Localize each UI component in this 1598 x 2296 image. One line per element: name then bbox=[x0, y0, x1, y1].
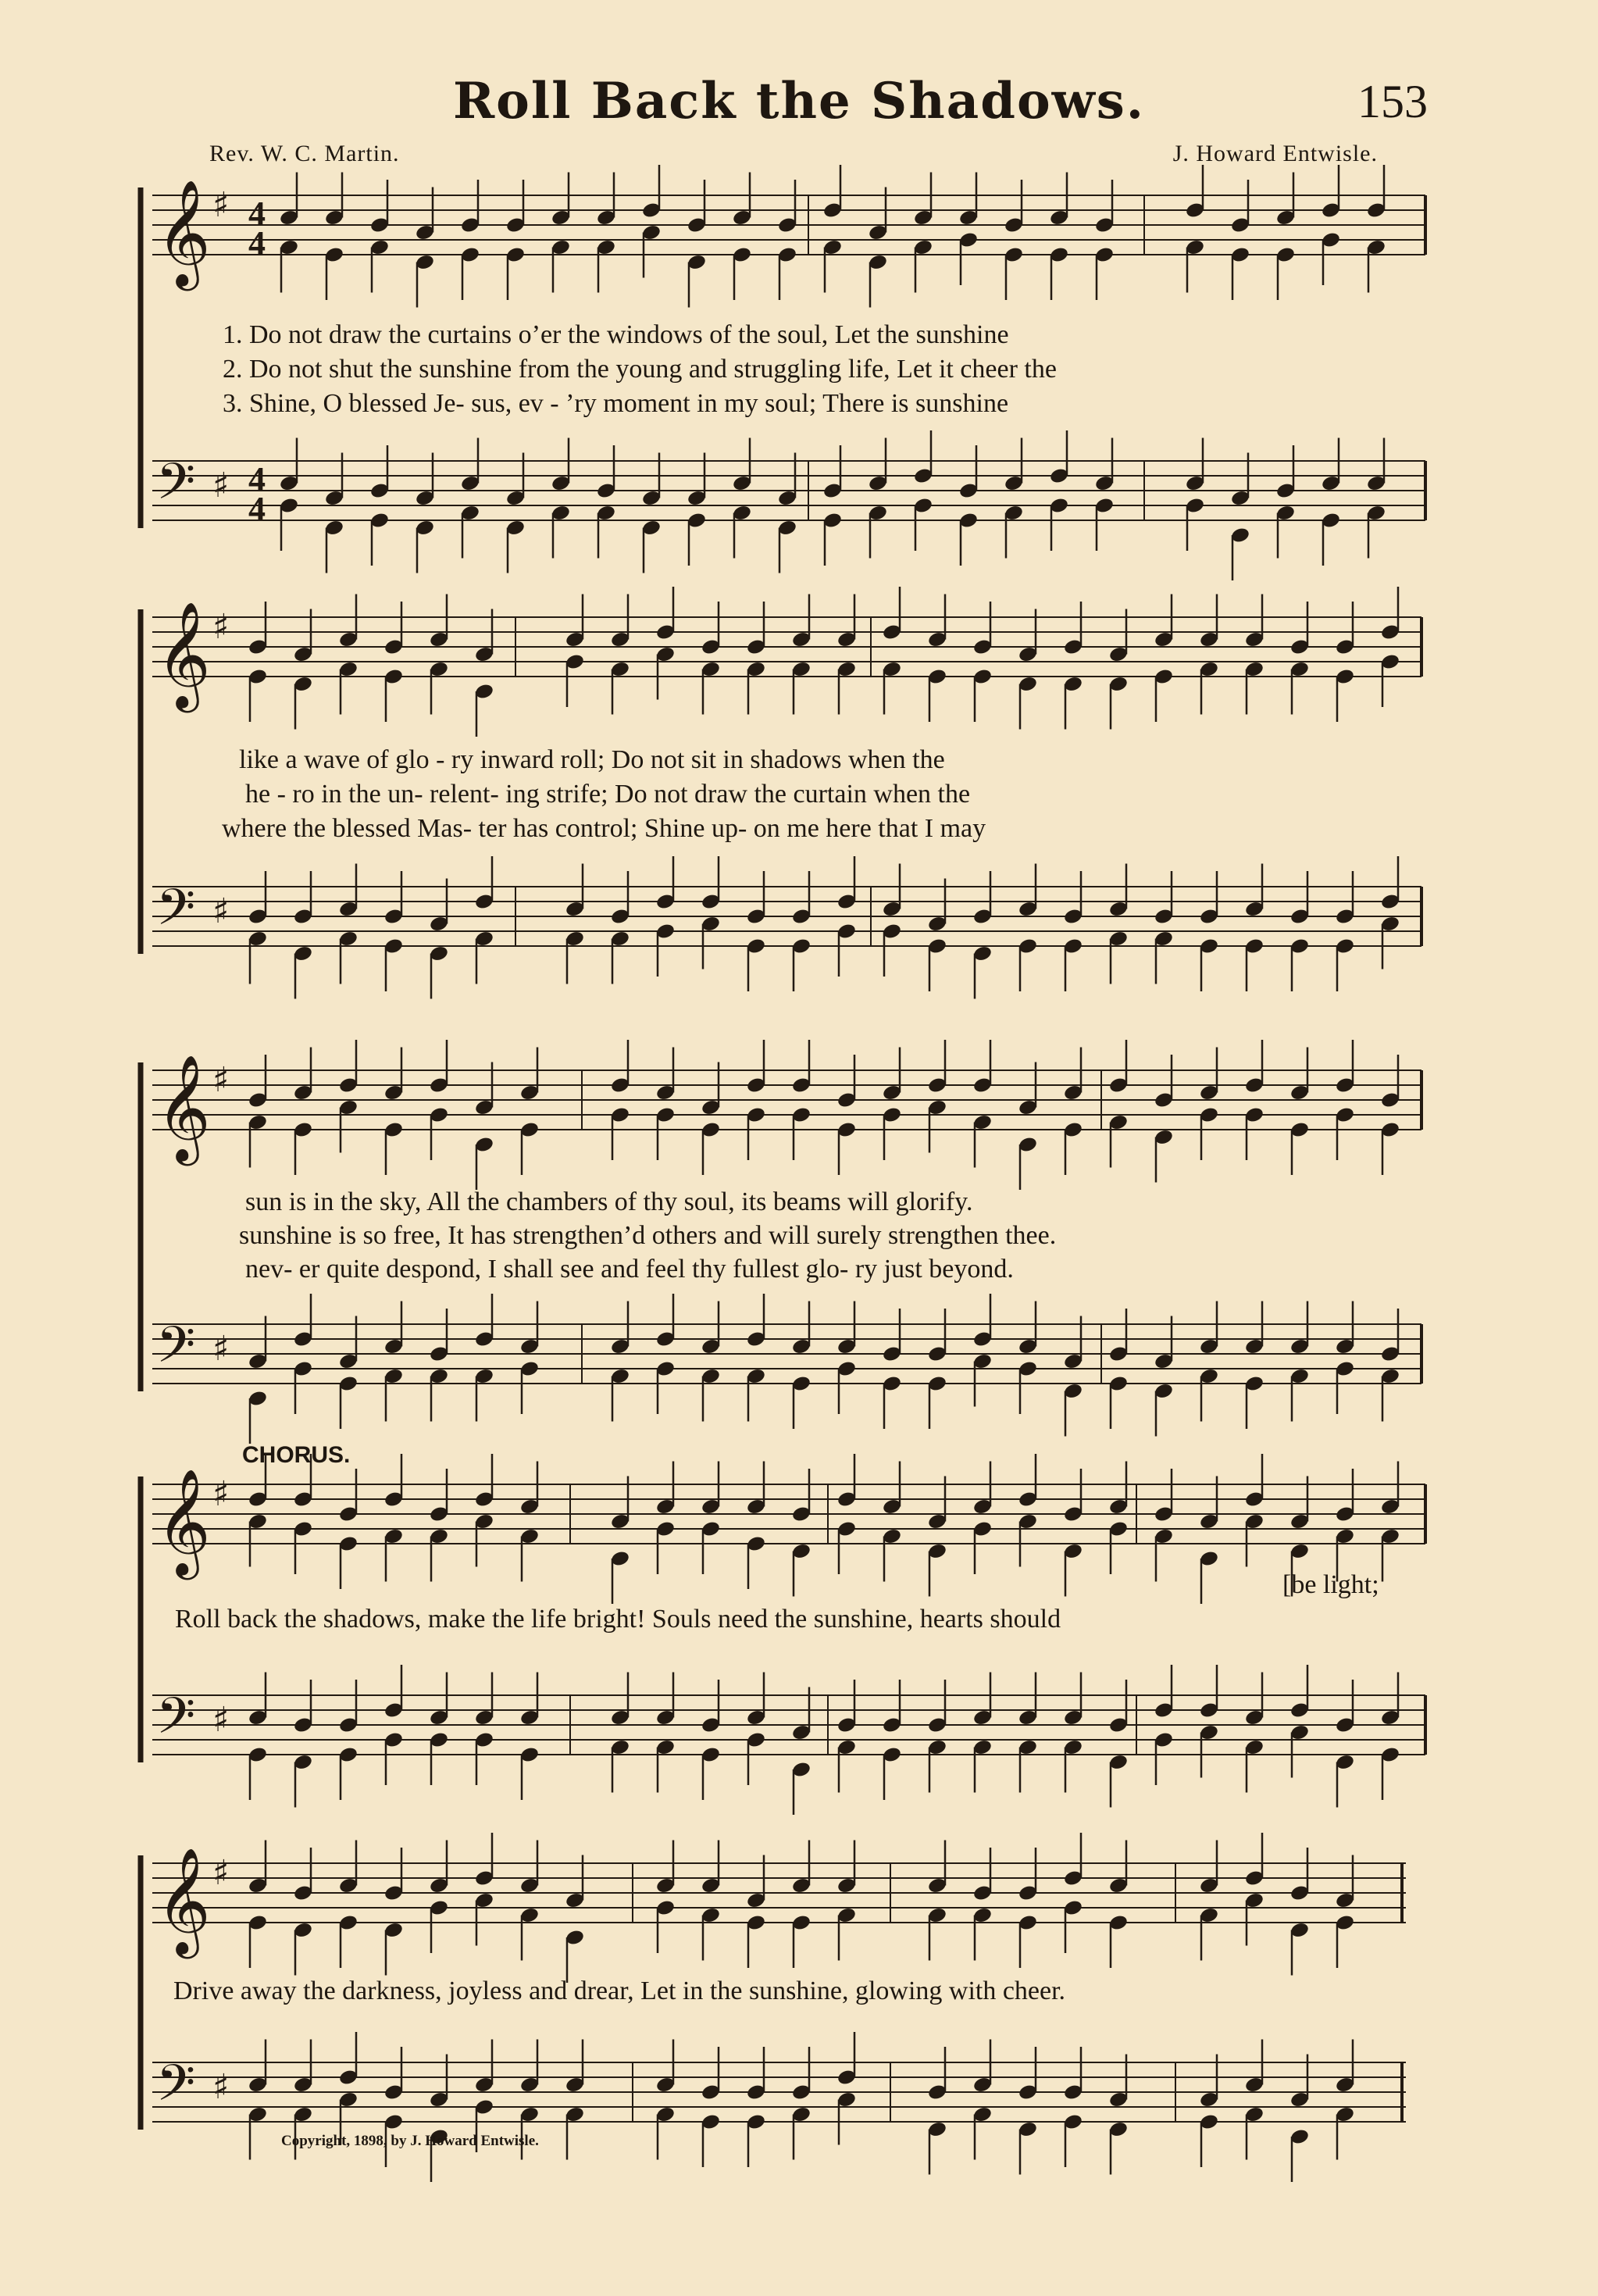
time-signature-top: 4 bbox=[248, 195, 266, 233]
key-signature-sharp: ♯ bbox=[212, 1329, 230, 1369]
lyric-line: like a wave of glo - ry inward roll; Do not sit in shadows when the bbox=[239, 745, 945, 774]
bass-clef-icon: 𝄢 bbox=[156, 1316, 196, 1387]
time-signature-top: 4 bbox=[248, 460, 266, 498]
bass-clef-icon: 𝄢 bbox=[156, 2055, 196, 2125]
lyric-line: [be light; bbox=[1282, 1570, 1379, 1599]
key-signature-sharp: ♯ bbox=[212, 1474, 230, 1514]
treble-clef-icon: 𝄞 bbox=[156, 600, 211, 708]
lyric-line: he - ro in the un- relent- ing strife; Do not draw the curtain when the bbox=[245, 780, 971, 809]
key-signature-sharp: ♯ bbox=[212, 185, 230, 225]
key-signature-sharp: ♯ bbox=[212, 2067, 230, 2107]
time-signature-bottom: 4 bbox=[248, 490, 266, 528]
lyric-line: 3. Shine, O blessed Je- sus, ev - ’ry moment in my soul; There is sunshine bbox=[223, 389, 1009, 418]
key-signature-sharp: ♯ bbox=[212, 1700, 230, 1740]
copyright-notice: Copyright, 1898, by J. Howard Entwisle. bbox=[281, 2133, 539, 2149]
lyric-line: Roll back the shadows, make the life bright! Souls need the sunshine, hearts should bbox=[175, 1605, 1061, 1634]
hymn-title: Roll Back the Shadows. bbox=[452, 72, 1146, 130]
lyric-line: nev- er quite despond, I shall see and feel thy fullest glo- ry just beyond. bbox=[245, 1255, 1014, 1284]
key-signature-sharp: ♯ bbox=[212, 607, 230, 647]
lyric-line: 1. Do not draw the curtains o’er the windows of the soul, Let the sunshine bbox=[223, 320, 1009, 349]
lyric-line: where the blessed Mas- ter has control; Shine up- on me here that I may bbox=[222, 814, 986, 843]
treble-clef-icon: 𝄞 bbox=[156, 178, 211, 286]
lyric-line: 2. Do not shut the sunshine from the young and struggling life, Let it cheer the bbox=[223, 355, 1057, 384]
lyric-line: Drive away the darkness, joyless and drear, Let in the sunshine, glowing with cheer. bbox=[173, 1976, 1066, 2005]
page-number: 153 bbox=[1357, 76, 1428, 127]
lyricist-credit: Rev. W. C. Martin. bbox=[209, 141, 400, 166]
lyric-line: sun is in the sky, All the chambers of thy soul, its beams will glorify. bbox=[245, 1187, 973, 1216]
key-signature-sharp: ♯ bbox=[212, 466, 230, 505]
time-signature-bottom: 4 bbox=[248, 224, 266, 262]
key-signature-sharp: ♯ bbox=[212, 1060, 230, 1100]
lyric-line: sunshine is so free, It has strengthen’d others and will surely strengthen thee. bbox=[239, 1221, 1057, 1250]
bass-clef-icon: 𝄢 bbox=[156, 453, 196, 523]
key-signature-sharp: ♯ bbox=[212, 1853, 230, 1893]
composer-credit: J. Howard Entwisle. bbox=[1172, 141, 1378, 166]
chorus-label: CHORUS. bbox=[242, 1442, 351, 1468]
bass-clef-icon: 𝄢 bbox=[156, 879, 196, 949]
key-signature-sharp: ♯ bbox=[212, 891, 230, 931]
treble-clef-icon: 𝄞 bbox=[156, 1053, 211, 1161]
bass-clef-icon: 𝄢 bbox=[156, 1687, 196, 1758]
treble-clef-icon: 𝄞 bbox=[156, 1467, 211, 1575]
treble-clef-icon: 𝄞 bbox=[156, 1846, 211, 1954]
